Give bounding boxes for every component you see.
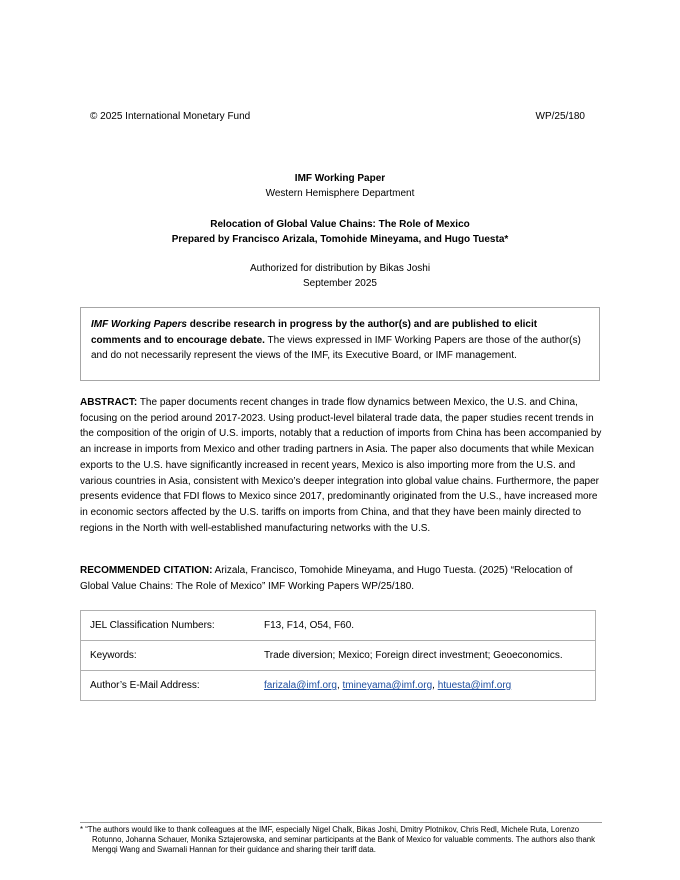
keywords-value: Trade diversion; Mexico; Foreign direct investment; Geoeconomics. — [255, 641, 596, 671]
paper-title: Relocation of Global Value Chains: The Role of Mexico — [210, 219, 470, 230]
publication-date: September 2025 — [303, 278, 377, 289]
email-separator: , — [336, 680, 343, 691]
disclaimer-box — [80, 307, 600, 381]
notice-text: The views expressed in IMF Working Papers are those of the author(s) and do not necessarily represent the views of the IMF, its Executive Board, or IMF management. — [91, 334, 581, 361]
footnote-marker: * — [80, 825, 86, 834]
info-table — [80, 610, 596, 701]
citation-section — [80, 563, 602, 594]
table-row — [81, 641, 596, 671]
footnote-divider — [80, 822, 602, 823]
jel-label: JEL Classification Numbers: — [81, 611, 256, 641]
email-link-tuesta[interactable]: htuesta@imf.org — [437, 680, 512, 691]
department: Western Hemisphere Department — [265, 188, 415, 199]
authors-line: Prepared by Francisco Arizala, Tomohide Mineyama, and Hugo Tuesta* — [171, 234, 509, 245]
email-label: Author’s E-Mail Address: — [81, 671, 256, 701]
paper-number: WP/25/180 — [535, 111, 585, 122]
jel-value: F13, F14, O54, F60. — [255, 611, 596, 641]
abstract-text: The paper documents recent changes in trade flow dynamics between Mexico, the U.S. and China, focusing on the period around 2017-2023. Using product-level bilateral trade data, the paper studies recent trends in the composition of the origin of U.S. imports, notably that a reduction of imports from China has been accompanied by an increase in imports from Mexico and other trading partners in Asia. The paper also documents that while Mexican exports to the U.S. have significantly increased in recent years, Mexico is also importing more from the U.S. and various countries in Asia, consistent with Mexico’s deeper integration into global value chains. Furthermore, the paper presents evidence that FDI flows to Mexico since 2017, predominantly originated from the U.S., have increased more in economic sectors affected by the U.S. tariffs on imports from China, and that they have been mainly directed to regions in the North with well-established manufacturing networks with the U.S. — [80, 397, 602, 534]
table-row — [81, 671, 596, 701]
series-title: IMF Working Paper — [294, 173, 386, 184]
abstract-label: ABSTRACT: — [80, 397, 138, 408]
keywords-label: Keywords: — [81, 641, 256, 671]
email-separator: , — [432, 680, 438, 691]
citation-text: Arizala, Francisco, Tomohide Mineyama, and Hugo Tuesta. (2025) “Relocation of Global Value Chains: The Role of Mexico” IMF Working Papers WP/25/180. — [80, 565, 573, 592]
email-value — [255, 671, 596, 701]
notice-bold: describe research in progress by the author(s) and are published to elicit comments and to encourage debate. — [91, 319, 538, 346]
email-link-arizala[interactable]: farizala@imf.org — [264, 680, 337, 691]
footnote — [80, 825, 612, 855]
notice-italic: IMF Working Papers — [91, 319, 187, 330]
citation-label: RECOMMENDED CITATION: — [80, 565, 213, 576]
authorized-line: Authorized for distribution by Bikas Joshi — [249, 263, 431, 274]
abstract-section — [80, 395, 602, 536]
table-row — [81, 611, 596, 641]
email-link-mineyama[interactable]: tmineyama@imf.org — [342, 680, 433, 691]
copyright-line: © 2025 International Monetary Fund — [90, 111, 251, 122]
footnote-text: “The authors would like to thank colleagues at the IMF, especially Nigel Chalk, Bikas Joshi, Dmitry Plotnikov, Chris Redl, Michele Ruta, Lorenzo Rotunno, Johanna Schauer, Monika Sztajerowska, and seminar participants at the Bank of Mexico for valuable comments. The authors also thank Mengqi Wang and Swarnali Hannan for their guidance and sharing their tariff data. — [85, 825, 596, 854]
